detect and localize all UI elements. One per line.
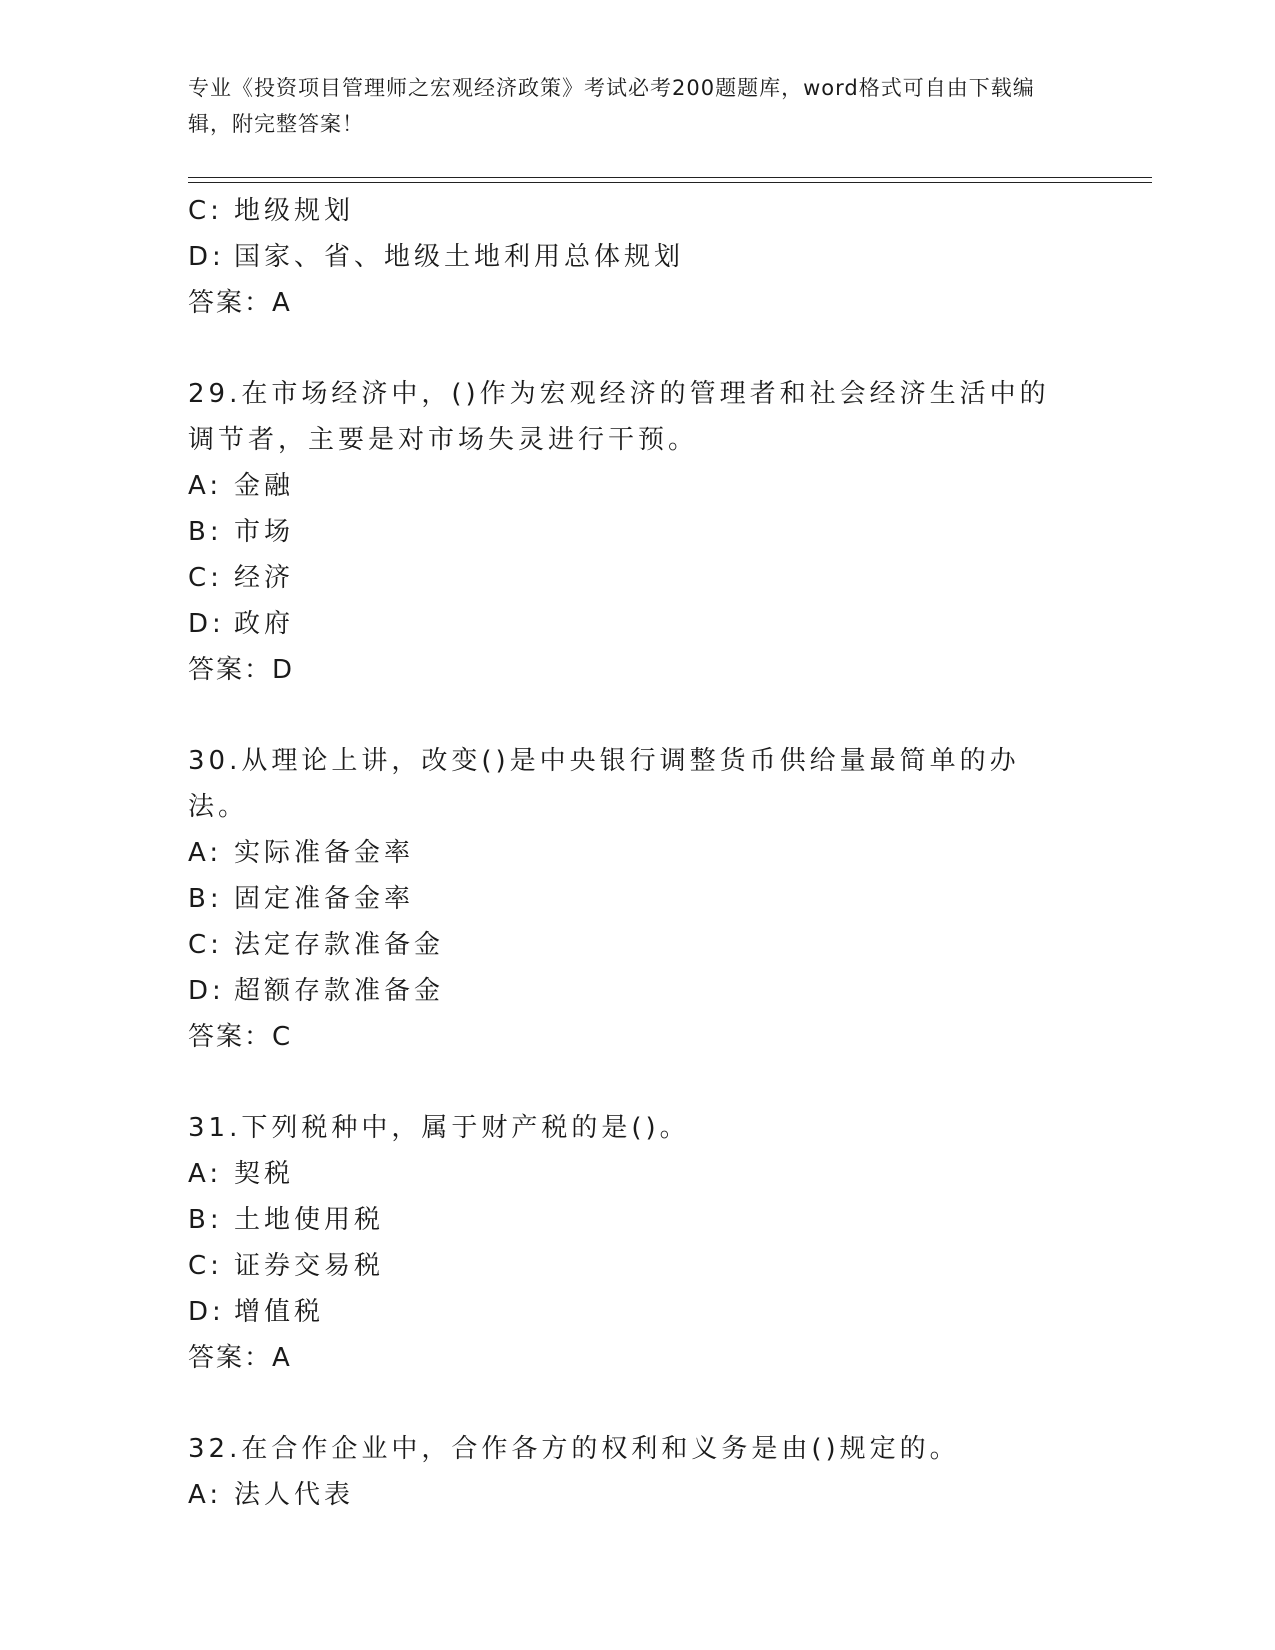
option-d — [188, 968, 1088, 1014]
answer: 答案：D — [188, 655, 295, 685]
document-header: 专业《投资项目管理师之宏观经济政策》考试必考200题题库，word格式可自由下载编辑，附完整答案！ — [188, 76, 1035, 136]
option-text: 经济 — [234, 563, 295, 593]
option-c — [188, 555, 1088, 601]
option-text: 增值税 — [234, 1297, 325, 1327]
document-body — [188, 188, 1088, 1518]
header-rule-top — [188, 177, 1152, 178]
header-rule-bottom — [188, 182, 1152, 183]
option-text: 市场 — [234, 517, 295, 547]
option-text: 国家、省、地级土地利用总体规划 — [234, 242, 685, 272]
option-d — [188, 1289, 1088, 1335]
option-label: D: — [188, 976, 225, 1006]
option-label: D: — [188, 242, 225, 272]
option-c — [188, 1243, 1088, 1289]
question-stem: 30.从理论上讲，改变()是中央银行调整货币供给量最简单的办法。 — [188, 746, 1020, 822]
option-label: D: — [188, 609, 225, 639]
option-text: 法人代表 — [234, 1480, 355, 1510]
question-stem: 31.下列税种中，属于财产税的是()。 — [188, 1113, 690, 1143]
option-text: 法定存款准备金 — [234, 930, 445, 960]
option-label: A: — [188, 1159, 223, 1189]
option-text: 金融 — [234, 471, 295, 501]
option-a — [188, 1472, 1088, 1518]
option-b — [188, 876, 1088, 922]
option-label: C: — [188, 930, 223, 960]
option-text: 超额存款准备金 — [234, 976, 445, 1006]
option-b — [188, 1197, 1088, 1243]
option-c — [188, 188, 1088, 234]
option-a — [188, 830, 1088, 876]
option-b — [188, 509, 1088, 555]
option-a — [188, 1151, 1088, 1197]
option-text: 契税 — [234, 1159, 295, 1189]
option-label: D: — [188, 1297, 225, 1327]
question-30 — [188, 738, 1088, 1060]
answer: 答案：C — [188, 1022, 293, 1052]
option-label: B: — [188, 1205, 223, 1235]
option-text: 证券交易税 — [234, 1251, 385, 1281]
option-d — [188, 601, 1088, 647]
question-31 — [188, 1105, 1088, 1381]
option-label: C: — [188, 196, 223, 226]
option-text: 土地使用税 — [234, 1205, 385, 1235]
option-label: B: — [188, 517, 223, 547]
option-label: A: — [188, 1480, 223, 1510]
question-stem: 32.在合作企业中，合作各方的权利和义务是由()规定的。 — [188, 1434, 960, 1464]
option-a — [188, 463, 1088, 509]
answer: 答案：A — [188, 1343, 292, 1373]
question-29 — [188, 371, 1088, 693]
option-label: C: — [188, 563, 223, 593]
option-c — [188, 922, 1088, 968]
option-text: 固定准备金率 — [234, 884, 415, 914]
option-text: 实际准备金率 — [234, 838, 415, 868]
option-label: A: — [188, 471, 223, 501]
question-32 — [188, 1426, 1088, 1518]
option-text: 政府 — [234, 609, 295, 639]
option-label: B: — [188, 884, 223, 914]
option-text: 地级规划 — [234, 196, 355, 226]
option-label: A: — [188, 838, 223, 868]
question-28-continuation — [188, 188, 1088, 326]
option-d — [188, 234, 1088, 280]
option-label: C: — [188, 1251, 223, 1281]
question-stem: 29.在市场经济中，()作为宏观经济的管理者和社会经济生活中的调节者，主要是对市场失灵进行干预。 — [188, 379, 1050, 455]
answer: 答案：A — [188, 288, 292, 318]
